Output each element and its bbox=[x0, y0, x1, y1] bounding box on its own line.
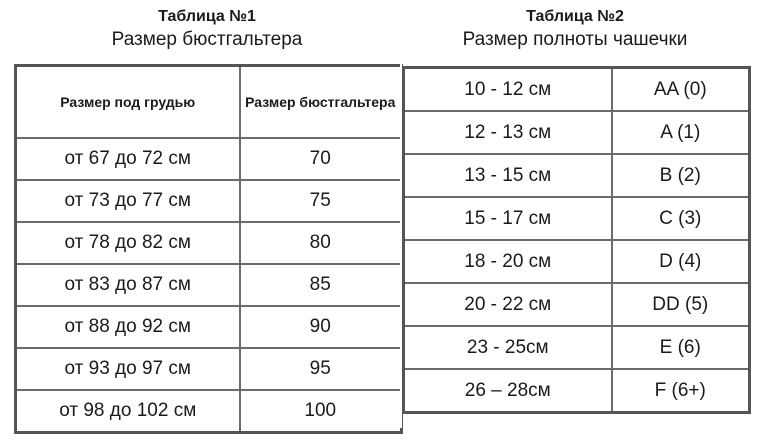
bra-size-cell: 80 bbox=[240, 222, 402, 264]
table-row bbox=[16, 390, 402, 433]
table-row bbox=[16, 348, 402, 390]
cup-size-cell: C (3) bbox=[612, 197, 750, 240]
cup-size-cell: DD (5) bbox=[612, 283, 750, 326]
table-row bbox=[16, 306, 402, 348]
bust-difference-cell: 15 - 17 см bbox=[404, 197, 612, 240]
table-row bbox=[16, 138, 402, 180]
bust-difference-cell: 18 - 20 см bbox=[404, 240, 612, 283]
underbust-cell: от 83 до 87 см bbox=[16, 264, 240, 306]
bra-size-cell: 75 bbox=[240, 180, 402, 222]
table-row bbox=[16, 180, 402, 222]
table-row bbox=[16, 264, 402, 306]
bust-difference-cell: 23 - 25см bbox=[404, 326, 612, 369]
underbust-cell: от 93 до 97 см bbox=[16, 348, 240, 390]
cup-size-table bbox=[402, 66, 751, 414]
table1-subtitle: Размер бюстгальтера bbox=[111, 29, 303, 50]
bra-size-cell: 90 bbox=[240, 306, 402, 348]
underbust-cell: от 67 до 72 см bbox=[16, 138, 240, 180]
table-row bbox=[404, 240, 750, 283]
column-header-bra-size: Размер бюстгальтера bbox=[240, 66, 402, 139]
table-row bbox=[404, 68, 750, 112]
table2-caption bbox=[402, 8, 748, 52]
table-row bbox=[404, 154, 750, 197]
underbust-cell: от 78 до 82 см bbox=[16, 222, 240, 264]
underbust-cell: от 98 до 102 см bbox=[16, 390, 240, 433]
cup-size-cell: A (1) bbox=[612, 111, 750, 154]
table-row bbox=[404, 283, 750, 326]
table-row bbox=[404, 111, 750, 154]
table1-caption bbox=[14, 8, 400, 52]
bust-difference-cell: 26 – 28см bbox=[404, 369, 612, 413]
table-row bbox=[404, 197, 750, 240]
underbust-cell: от 73 до 77 см bbox=[16, 180, 240, 222]
table-row bbox=[404, 326, 750, 369]
column-header-underbust: Размер под грудью bbox=[16, 66, 240, 139]
table1-title: Таблица №1 bbox=[158, 8, 256, 25]
table2-title: Таблица №2 bbox=[526, 8, 624, 25]
cup-size-cell: B (2) bbox=[612, 154, 750, 197]
table2-subtitle: Размер полноты чашечки bbox=[462, 29, 688, 50]
bust-difference-cell: 20 - 22 см bbox=[404, 283, 612, 326]
cup-size-cell: F (6+) bbox=[612, 369, 750, 413]
bra-size-cell: 100 bbox=[240, 390, 402, 433]
bra-size-cell: 95 bbox=[240, 348, 402, 390]
table-row bbox=[16, 222, 402, 264]
bust-difference-cell: 12 - 13 см bbox=[404, 111, 612, 154]
bust-difference-cell: 13 - 15 см bbox=[404, 154, 612, 197]
cup-size-cell: D (4) bbox=[612, 240, 750, 283]
bust-difference-cell: 10 - 12 см bbox=[404, 68, 612, 112]
cup-size-cell: E (6) bbox=[612, 326, 750, 369]
cup-size-cell: AA (0) bbox=[612, 68, 750, 112]
band-size-table bbox=[14, 64, 403, 434]
bra-size-cell: 70 bbox=[240, 138, 402, 180]
underbust-cell: от 88 до 92 см bbox=[16, 306, 240, 348]
table-row bbox=[404, 369, 750, 413]
bra-size-cell: 85 bbox=[240, 264, 402, 306]
table-header-row bbox=[16, 66, 402, 139]
